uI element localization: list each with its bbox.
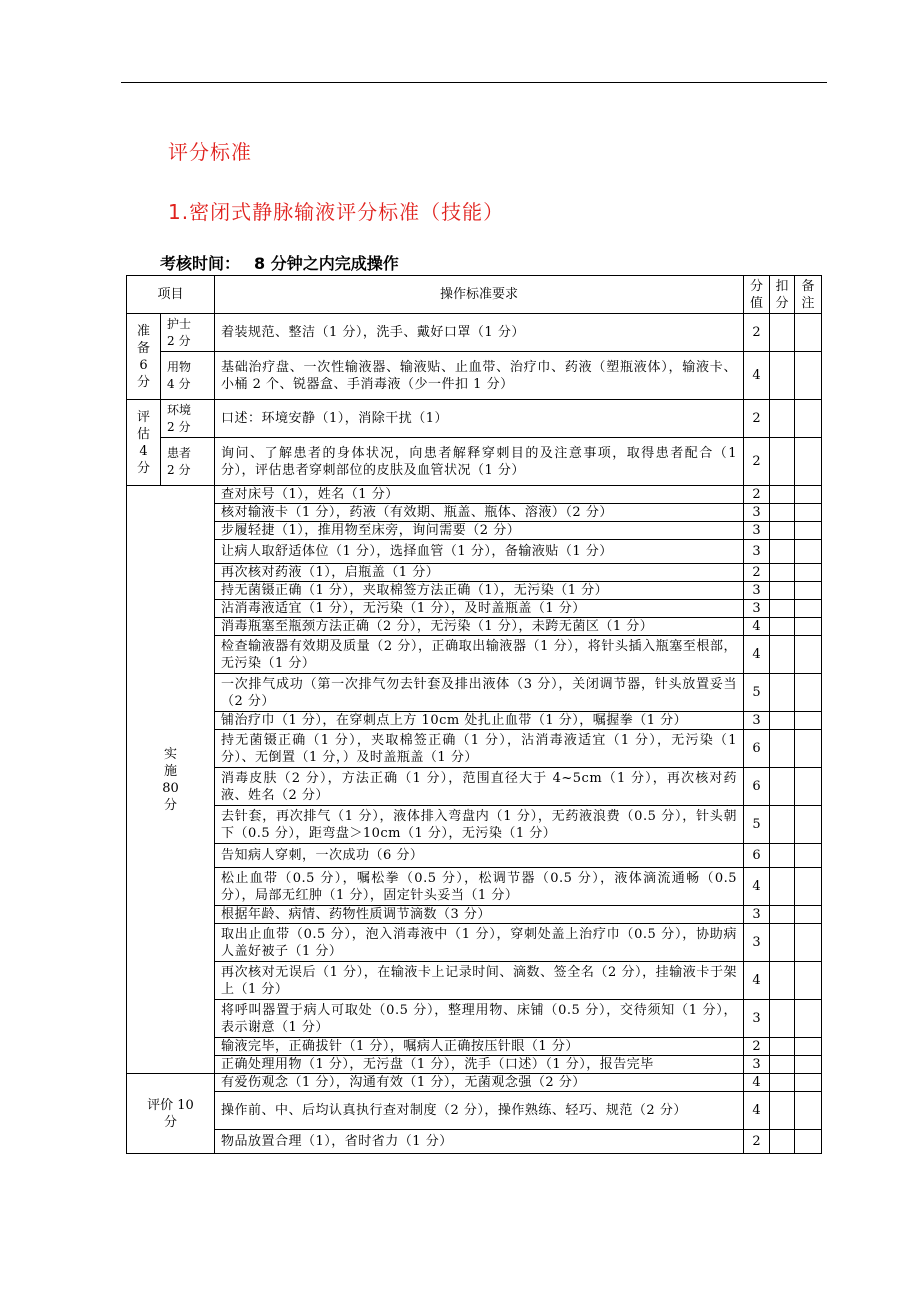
deduct-cell	[770, 1038, 795, 1056]
note-cell	[795, 522, 822, 540]
score-cell: 6	[744, 768, 770, 806]
cell-line: 施	[164, 763, 178, 779]
cell-line: 环境	[167, 402, 192, 417]
note-cell	[795, 1074, 822, 1092]
score-cell: 6	[744, 844, 770, 868]
requirement-cell: 松止血带（0.5 分），嘱松拳（0.5 分），松调节器（0.5 分），液体滴流通畅（0.5 分），局部无红肿（1 分），固定针头妥当（1 分）	[215, 868, 744, 906]
deduct-cell	[770, 962, 795, 1000]
table-row	[127, 768, 822, 806]
cell-line: 护士	[167, 316, 192, 331]
note-cell	[795, 962, 822, 1000]
requirement-cell: 告知病人穿刺，一次成功（6 分）	[215, 844, 744, 868]
scoring-table-body	[127, 276, 822, 1154]
score-cell: 4	[744, 868, 770, 906]
table-row	[127, 618, 822, 636]
score-cell: 4	[744, 636, 770, 674]
table-row	[127, 712, 822, 730]
deduct-cell	[770, 564, 795, 582]
cell-line: 用物	[167, 359, 192, 374]
deduct-cell	[770, 600, 795, 618]
requirement-cell: 口述：环境安静（1），消除干扰（1）	[215, 400, 744, 438]
table-row	[127, 540, 822, 564]
score-cell: 2	[744, 564, 770, 582]
cell-line: 4 分	[167, 376, 191, 391]
requirement-cell: 再次核对无误后（1 分），在输液卡上记录时间、滴数、签全名（2 分），挂输液卡于架上（1 分）	[215, 962, 744, 1000]
scoring-table	[126, 275, 822, 1154]
deduct-cell	[770, 438, 795, 486]
document-title: 1.密闭式静脉输液评分标准（技能）	[168, 200, 505, 224]
note-cell	[795, 806, 822, 844]
score-cell: 4	[744, 618, 770, 636]
deduct-cell	[770, 1000, 795, 1038]
deduct-cell	[770, 806, 795, 844]
score-cell: 3	[744, 712, 770, 730]
table-row	[127, 1038, 822, 1056]
table-row	[127, 730, 822, 768]
deduct-cell	[770, 844, 795, 868]
exam-time	[160, 251, 413, 274]
deduct-cell	[770, 522, 795, 540]
table-row	[127, 636, 822, 674]
requirement-cell: 操作前、中、后均认真执行查对制度（2 分），操作熟练、轻巧、规范（2 分）	[215, 1092, 744, 1130]
cell-line: 备	[136, 340, 150, 356]
note-cell	[795, 844, 822, 868]
note-cell	[795, 712, 822, 730]
note-cell	[795, 582, 822, 600]
cell-line: 分	[750, 278, 764, 294]
table-row	[127, 924, 822, 962]
table-row	[127, 868, 822, 906]
table-row	[127, 906, 822, 924]
requirement-cell: 铺治疗巾（1 分），在穿刺点上方 10cm 处扎止血带（1 分），嘱握拳（1 分）	[215, 712, 744, 730]
table-row	[127, 400, 822, 438]
score-cell: 2	[744, 438, 770, 486]
score-cell: 4	[744, 962, 770, 1000]
cell-line: 分	[775, 295, 789, 311]
table-row	[127, 564, 822, 582]
category-cell	[127, 486, 215, 1074]
requirement-cell: 查对床号（1），姓名（1 分）	[215, 486, 744, 504]
score-cell: 2	[744, 486, 770, 504]
deduct-cell	[770, 636, 795, 674]
note-cell	[795, 486, 822, 504]
requirement-cell: 正确处理用物（1 分），无污盘（1 分），洗手（口述）（1 分），报告完毕	[215, 1056, 744, 1074]
header-note	[795, 276, 822, 314]
note-cell	[795, 906, 822, 924]
cell-line: 4	[139, 443, 148, 459]
category-cell	[127, 400, 161, 486]
requirement-cell: 持无菌镊正确（1 分），夹取棉签方法正确（1），无污染（1 分）	[215, 582, 744, 600]
table-row	[127, 486, 822, 504]
cell-line: 实	[164, 746, 178, 762]
score-cell: 3	[744, 924, 770, 962]
requirement-cell: 基础治疗盘、一次性输液器、输液贴、止血带、治疗巾、药液（塑瓶液体），输液卡、小桶 2 个、锐器盒、手消毒液（少一件扣 1 分）	[215, 352, 744, 400]
category-cell	[127, 1074, 215, 1154]
deduct-cell	[770, 730, 795, 768]
deduct-cell	[770, 504, 795, 522]
cell-line: 2 分	[167, 462, 191, 477]
cell-line: 值	[750, 295, 764, 311]
note-cell	[795, 1092, 822, 1130]
deduct-cell	[770, 1092, 795, 1130]
table-row	[127, 1130, 822, 1154]
table-row	[127, 806, 822, 844]
exam-time-label: 考核时间：	[160, 254, 241, 273]
cell-line: 80	[162, 780, 179, 796]
score-cell: 4	[744, 1092, 770, 1130]
subcategory-cell	[161, 314, 215, 352]
table-row	[127, 314, 822, 352]
note-cell	[795, 600, 822, 618]
score-cell: 4	[744, 1074, 770, 1092]
requirement-cell: 步履轻捷（1），推用物至床旁，询问需要（2 分）	[215, 522, 744, 540]
note-cell	[795, 314, 822, 352]
requirement-cell: 去针套，再次排气（1 分），液体排入弯盘内（1 分），无药液浪费（0.5 分），针头朝下（0.5 分），距弯盘＞10cm（1 分），无污染（1 分）	[215, 806, 744, 844]
deduct-cell	[770, 674, 795, 712]
category-cell	[127, 314, 161, 400]
requirement-cell: 输液完毕，正确拔针（1 分），嘱病人正确按压针眼（1 分）	[215, 1038, 744, 1056]
cell-line: 分	[136, 460, 150, 476]
note-cell	[795, 504, 822, 522]
note-cell	[795, 618, 822, 636]
exam-time-value: 8 分钟之内完成操作	[254, 254, 399, 273]
deduct-cell	[770, 768, 795, 806]
note-cell	[795, 674, 822, 712]
score-cell: 3	[744, 1056, 770, 1074]
requirement-cell: 询问、了解患者的身体状况，向患者解释穿刺目的及注意事项，取得患者配合（1 分），评估患者穿刺部位的皮肤及血管状况（1 分）	[215, 438, 744, 486]
subcategory-cell	[161, 352, 215, 400]
score-cell: 3	[744, 1000, 770, 1038]
score-cell: 2	[744, 1130, 770, 1154]
score-cell: 4	[744, 352, 770, 400]
requirement-cell: 持无菌镊正确（1 分），夹取棉签正确（1 分），沾消毒液适宜（1 分），无污染（1 分）、无倒置（1 分，）及时盖瓶盖（1 分）	[215, 730, 744, 768]
header-requirement: 操作标准要求	[215, 276, 744, 314]
cell-line: 2 分	[167, 333, 191, 348]
deduct-cell	[770, 712, 795, 730]
note-cell	[795, 400, 822, 438]
score-cell: 3	[744, 504, 770, 522]
requirement-cell: 消毒瓶塞至瓶颈方法正确（2 分），无污染（1 分），未跨无菌区（1 分）	[215, 618, 744, 636]
cell-line: 准	[136, 323, 150, 339]
cell-line: 分	[164, 1114, 178, 1130]
requirement-cell: 取出止血带（0.5 分），泡入消毒液中（1 分），穿刺处盖上治疗巾（0.5 分），协助病人盖好被子（1 分）	[215, 924, 744, 962]
deduct-cell	[770, 582, 795, 600]
note-cell	[795, 1056, 822, 1074]
header-row	[127, 276, 822, 314]
cell-line: 评价 10	[147, 1097, 194, 1113]
table-row	[127, 504, 822, 522]
note-cell	[795, 768, 822, 806]
subcategory-cell	[161, 400, 215, 438]
score-cell: 2	[744, 400, 770, 438]
note-cell	[795, 1130, 822, 1154]
section-title: 评分标准	[168, 140, 252, 164]
subcategory-cell	[161, 438, 215, 486]
table-row	[127, 962, 822, 1000]
header-item: 项目	[127, 276, 215, 314]
cell-line: 2 分	[167, 419, 191, 434]
cell-line: 分	[164, 797, 178, 813]
requirement-cell: 根据年龄、病情、药物性质调节滴数（3 分）	[215, 906, 744, 924]
requirement-cell: 物品放置合理（1），省时省力（1 分）	[215, 1130, 744, 1154]
requirement-cell: 着装规范、整洁（1 分），洗手、戴好口罩（1 分）	[215, 314, 744, 352]
table-row	[127, 1092, 822, 1130]
note-cell	[795, 636, 822, 674]
cell-line: 分	[136, 374, 150, 390]
table-row	[127, 522, 822, 540]
header-rule	[121, 82, 827, 83]
table-row	[127, 1074, 822, 1092]
deduct-cell	[770, 868, 795, 906]
deduct-cell	[770, 924, 795, 962]
note-cell	[795, 1000, 822, 1038]
cell-line: 备	[801, 278, 815, 294]
header-deduct	[770, 276, 795, 314]
requirement-cell: 一次排气成功（第一次排气勿去针套及排出液体（3 分），关闭调节器，针头放置妥当（2 分）	[215, 674, 744, 712]
requirement-cell: 让病人取舒适体位（1 分），选择血管（1 分），备输液贴（1 分）	[215, 540, 744, 564]
table-row	[127, 438, 822, 486]
note-cell	[795, 924, 822, 962]
deduct-cell	[770, 314, 795, 352]
score-cell: 3	[744, 600, 770, 618]
note-cell	[795, 352, 822, 400]
table-row	[127, 1056, 822, 1074]
score-cell: 5	[744, 806, 770, 844]
deduct-cell	[770, 400, 795, 438]
note-cell	[795, 868, 822, 906]
score-cell: 2	[744, 314, 770, 352]
table-row	[127, 1000, 822, 1038]
requirement-cell: 核对输液卡（1 分），药液（有效期、瓶盖、瓶体、溶液）（2 分）	[215, 504, 744, 522]
table-row	[127, 582, 822, 600]
requirement-cell: 有爱伤观念（1 分），沟通有效（1 分），无菌观念强（2 分）	[215, 1074, 744, 1092]
score-cell: 3	[744, 906, 770, 924]
requirement-cell: 消毒皮肤（2 分），方法正确（1 分），范围直径大于 4~5cm（1 分），再次核对药液、姓名（2 分）	[215, 768, 744, 806]
cell-line: 6	[139, 357, 148, 373]
table-row	[127, 352, 822, 400]
deduct-cell	[770, 352, 795, 400]
header-score	[744, 276, 770, 314]
deduct-cell	[770, 486, 795, 504]
cell-line: 患者	[167, 445, 192, 460]
score-cell: 3	[744, 582, 770, 600]
deduct-cell	[770, 1056, 795, 1074]
note-cell	[795, 1038, 822, 1056]
deduct-cell	[770, 1074, 795, 1092]
cell-line: 扣	[775, 278, 789, 294]
deduct-cell	[770, 618, 795, 636]
requirement-cell: 沾消毒液适宜（1 分），无污染（1 分），及时盖瓶盖（1 分）	[215, 600, 744, 618]
deduct-cell	[770, 906, 795, 924]
note-cell	[795, 540, 822, 564]
requirement-cell: 再次核对药液（1），启瓶盖（1 分）	[215, 564, 744, 582]
note-cell	[795, 438, 822, 486]
deduct-cell	[770, 540, 795, 564]
score-cell: 3	[744, 522, 770, 540]
cell-line: 注	[801, 295, 815, 311]
cell-line: 估	[136, 426, 150, 442]
note-cell	[795, 564, 822, 582]
score-cell: 6	[744, 730, 770, 768]
cell-line: 评	[136, 409, 150, 425]
table-row	[127, 600, 822, 618]
deduct-cell	[770, 1130, 795, 1154]
note-cell	[795, 730, 822, 768]
table-row	[127, 674, 822, 712]
score-cell: 3	[744, 540, 770, 564]
score-cell: 2	[744, 1038, 770, 1056]
requirement-cell: 检查输液器有效期及质量（2 分），正确取出输液器（1 分），将针头插入瓶塞至根部，无污染（1 分）	[215, 636, 744, 674]
table-row	[127, 844, 822, 868]
requirement-cell: 将呼叫器置于病人可取处（0.5 分），整理用物、床铺（0.5 分），交待须知（1 分），表示谢意（1 分）	[215, 1000, 744, 1038]
score-cell: 5	[744, 674, 770, 712]
